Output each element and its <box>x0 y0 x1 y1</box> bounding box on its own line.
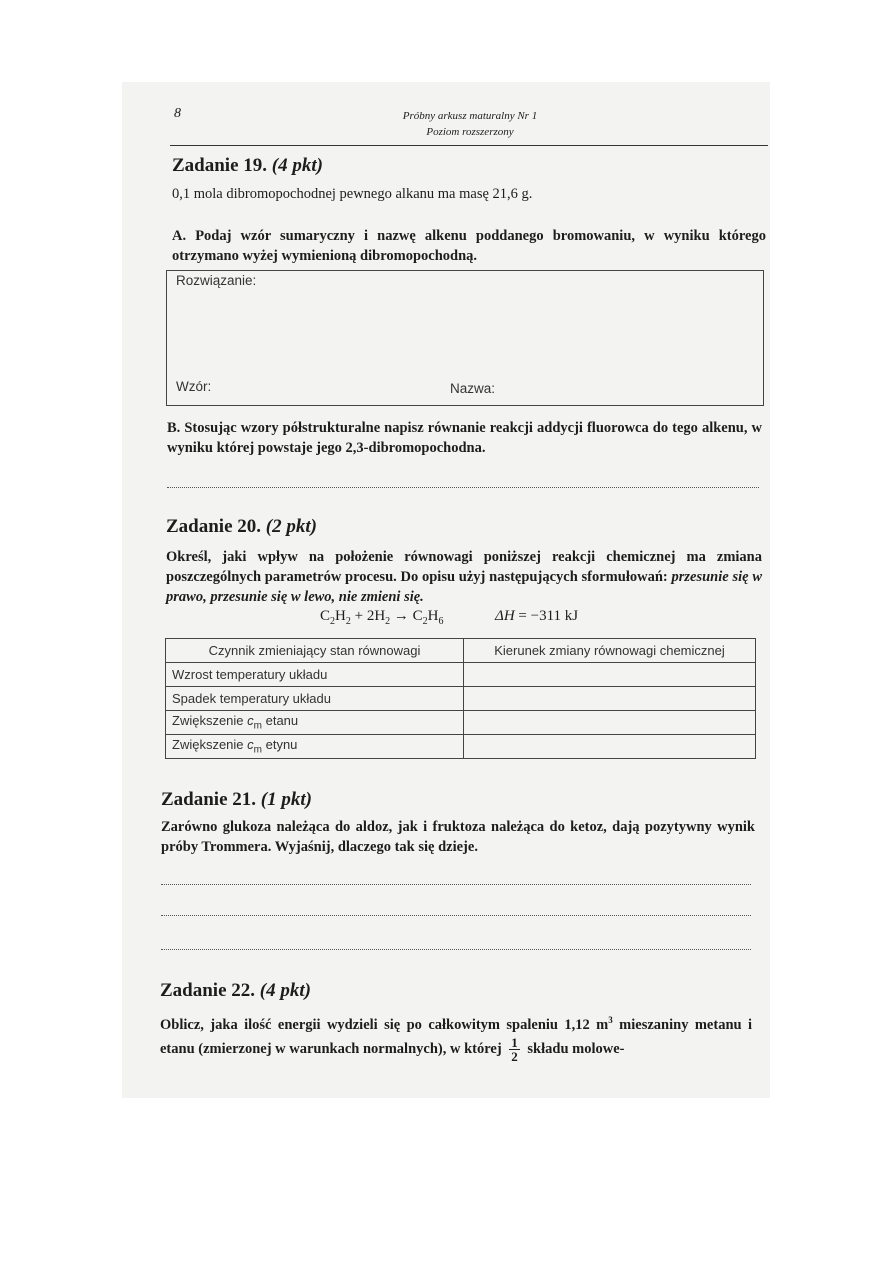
task20-title <box>166 516 317 538</box>
answer-line[interactable] <box>161 884 751 885</box>
task19-title-text: Zadanie 19. <box>172 155 268 176</box>
table-row <box>166 663 756 687</box>
table-cell-factor: Wzrost temperatury układu <box>166 663 464 687</box>
table-cell-answer[interactable] <box>464 711 756 735</box>
table-row <box>166 687 756 711</box>
task19-points: (4 pkt) <box>271 155 323 176</box>
table-cell-answer[interactable] <box>464 663 756 687</box>
table-cell-answer[interactable] <box>464 687 756 711</box>
fraction-one-half: $\frac{1}{2}$ <box>511 1034 518 1064</box>
solution-label: Rozwiązanie: <box>176 273 257 288</box>
page-number: 8 <box>174 106 181 121</box>
table-header-row <box>166 639 756 663</box>
task19-part-a: A. Podaj wzór sumaryczny i nazwę alkenu poddanego bromowaniu, w wyniku którego otrzymano wyżej wymienioną dibromopochodną. <box>172 228 766 264</box>
task21-title <box>161 789 312 811</box>
task22-title-text: Zadanie 22. <box>160 980 256 1001</box>
delta-h-value: = −311 kJ <box>514 608 579 624</box>
task19-title <box>172 155 323 177</box>
header-divider <box>170 145 768 146</box>
answer-line[interactable] <box>161 949 751 950</box>
answer-line[interactable] <box>167 487 759 488</box>
task20-title-text: Zadanie 20. <box>166 516 262 537</box>
table-row <box>166 711 756 735</box>
table-cell-answer[interactable] <box>464 735 756 759</box>
task22-points: (4 pkt) <box>259 980 311 1001</box>
equilibrium-table <box>165 638 756 759</box>
formula-label: Wzór: <box>176 379 212 394</box>
answer-line[interactable] <box>161 915 751 916</box>
task21-points: (1 pkt) <box>260 789 312 810</box>
name-label: Nazwa: <box>450 381 496 396</box>
table-cell-factor: Zwiększenie $c_m$ etanu <box>166 711 464 735</box>
table-cell-factor: Spadek temperatury układu <box>166 687 464 711</box>
task20-intro-text: Określ, jaki wpływ na położenie równowagi poniższej reakcji chemicznej ma zmiana poszczególnych parametrów procesu. Do opisu użyj następujących sformułowań: <box>166 549 762 585</box>
task20-intro <box>166 547 762 607</box>
table-header-direction: Kierunek zmiany równowagi chemicznej <box>464 639 756 663</box>
table-row <box>166 735 756 759</box>
task19-intro: 0,1 mola dibromopochodnej pewnego alkanu ma masę 21,6 g. <box>172 186 533 202</box>
header-level: Poziom rozszerzony <box>426 126 514 138</box>
task21-text: Zarówno glukoza należąca do aldoz, jak i fruktoza należąca do ketoz, dają pozytywny wynik próby Trommera. Wyjaśnij, dlaczego tak się dzieje. <box>161 819 755 855</box>
task20-phrases: przesunie się w prawo, przesunie się w lewo, nie zmieni się. <box>166 569 762 605</box>
reaction-equation: $C_2H_2 + 2H_2 \to C_2H_6$ ΔH = −311 kJ <box>320 608 579 627</box>
task22-text: Oblicz, jaka ilość energii wydzieli się po całkowitym spaleniu 1,12 $m^3$ mieszaniny metanu i etanu (zmierzonej w warunkach normalnych), w której $\frac{1}{2}$ składu molowe- <box>160 1015 752 1064</box>
header-exam-title: Próbny arkusz maturalny Nr 1 <box>402 110 538 122</box>
task22-title <box>160 980 311 1002</box>
table-cell-factor: Zwiększenie $c_m$ etynu <box>166 735 464 759</box>
table-header-factor: Czynnik zmieniający stan równowagi <box>166 639 464 663</box>
task20-points: (2 pkt) <box>265 516 317 537</box>
task21-title-text: Zadanie 21. <box>161 789 257 810</box>
task19-part-b: B. Stosując wzory półstrukturalne napisz równanie reakcji addycji fluorowca do tego alkenu, w wyniku której powstaje jego 2,3-dibromopochodna. <box>167 420 762 456</box>
delta-h-label: ΔH <box>495 608 515 624</box>
